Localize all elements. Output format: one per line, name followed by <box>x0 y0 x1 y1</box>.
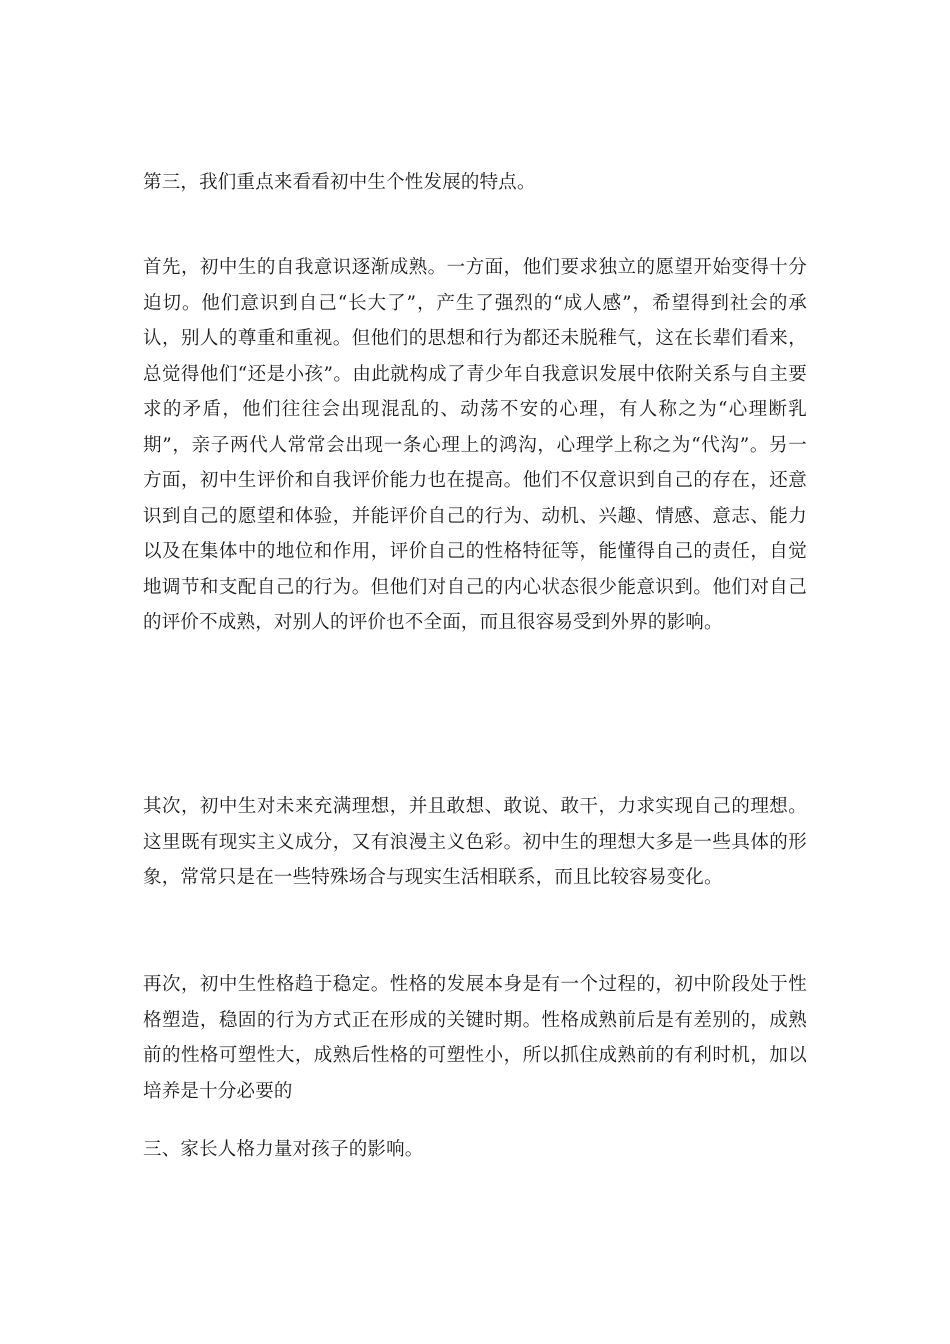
paragraph-character: 再次，初中生性格趋于稳定。性格的发展本身是有一个过程的，初中阶段处于性格塑造，稳固的行为方式正在形成的关键时期。性格成熟前后是有差别的，成熟前的性格可塑性大，成熟后性格的可塑性小，所以抓住成熟前的有利时机，加以培养是十分必要的 <box>143 974 807 1102</box>
section-heading-parent-influence: 三、家长人格力量对孩子的影响。 <box>143 1139 424 1160</box>
paragraph-intro: 第三，我们重点来看看初中生个性发展的特点。 <box>143 172 536 193</box>
paragraph-ideals: 其次，初中生对未来充满理想，并且敢想、敢说、敢干，力求实现自己的理想。这里既有现实主义成分，又有浪漫主义色彩。初中生的理想大多是一些具体的形象，常常只是在一些特殊场合与现实生活相联系，而且比较容易变化。 <box>143 796 807 888</box>
paragraph-self-awareness: 首先，初中生的自我意识逐渐成熟。一方面，他们要求独立的愿望开始变得十分迫切。他们意识到自己“长大了”，产生了强烈的“成人感”，希望得到社会的承认，别人的尊重和重视。但他们的思想和行为都还未脱稚气，这在长辈们看来，总觉得他们“还是小孩”。由此就构成了青少年自我意识发展中依附关系与自主要求的矛盾，他们往往会出现混乱的、动荡不安的心理，有人称之为“心理断乳期”，亲子两代人常常会出现一条心理上的鸿沟，心理学上称之为“代沟”。另一方面，初中生评价和自我评价能力也在提高。他们不仅意识到自己的存在，还意识到自己的愿望和体验，并能评价自己的行为、动机、兴趣、情感、意志、能力以及在集体中的地位和作用，评价自己的性格特征等，能懂得自己的责任，自觉地调节和支配自己的行为。但他们对自己的内心状态很少能意识到。他们对自己的评价不成熟，对别人的评价也不全面，而且很容易受到外界的影响。 <box>143 257 807 633</box>
